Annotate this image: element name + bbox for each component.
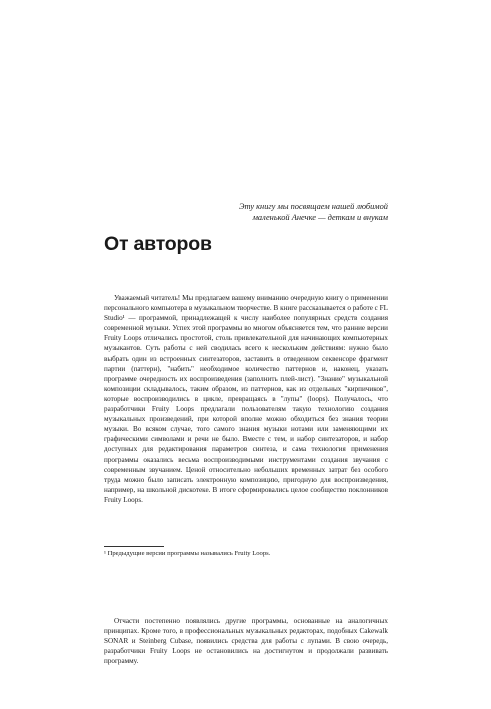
paragraph-text: Отчасти постепенно появлялись другие программы, основанные на аналогичных принципах. Кроме того, в профессиональных музыкальных редакторах, подобных Cakewalk SONAR и Steinberg Cubase, появились средства для работы с лупами. В свою очередь, разработчики Fruity Loops не остановились на достигнутом и продолжали развивать программу. — [104, 617, 388, 666]
footnote-divider — [104, 546, 164, 547]
footnote: ¹ Предыдущие версии программы назывались Fruity Loops. — [104, 550, 271, 557]
body-paragraph — [104, 616, 388, 666]
dedication — [238, 201, 388, 223]
dedication-line: маленькой Анечке — деткам и внукам — [252, 213, 388, 222]
paragraph-text: Уважаемый читатель! Мы предлагаем вашему вниманию очередную книгу о применении персонального компьютера в музыкальном творчестве. В книге рассказывается о работе с FL Studio¹ — программой, принадлежащей к числу наиболее популярных средств создания современной музыки. Успех этой программы во многом объясняется тем, что ранние версии Fruity Loops отличались простотой, столь привлекательной для начинающих компьютерных музыкантов. Суть работы с ней сводилась всего к нескольким действиям: нужно было выбрать один из встроенных синтезаторов, заставить в отведенном секвенсоре фрагмент партии (паттерн), "набить" необходимое количество паттернов и, наконец, указать программе очередность их воспроизведения (заполнить плей-лист). "Знание" музыкальной композиции складывалось, таким образом, из паттернов, как из отдельных "кирпичиков", которые воспроизводились в цикле, превращаясь в "лупы" (loops). Получалось, что разработчики Fruity Loops предлагали пользователям такую технологию создания музыкальных произведений, при которой вполне можно обходиться без знания теории музыки. Во всяком случае, того самого знания музыки нотами или заменяющими их графическими символами и речи не было. Вместе с тем, и набор синтезаторов, и набор доступных для редактирования параметров синтеза, и сама технология применения программы оказались весьма воспроизводимыми инструментами создания звучания с современным звучанием. Ценой относительно небольших временных затрат без особого труда можно было записать электронную композицию, пригодную для воспроизведения, например, на школьной дискотеке. В итоге сформировались целое сообщество поклонников Fruity Loops. — [104, 294, 388, 504]
chapter-title: От авторов — [104, 233, 212, 255]
dedication-line: Эту книгу мы посвящаем нашей любимой — [239, 202, 388, 211]
body-paragraph — [104, 293, 388, 505]
